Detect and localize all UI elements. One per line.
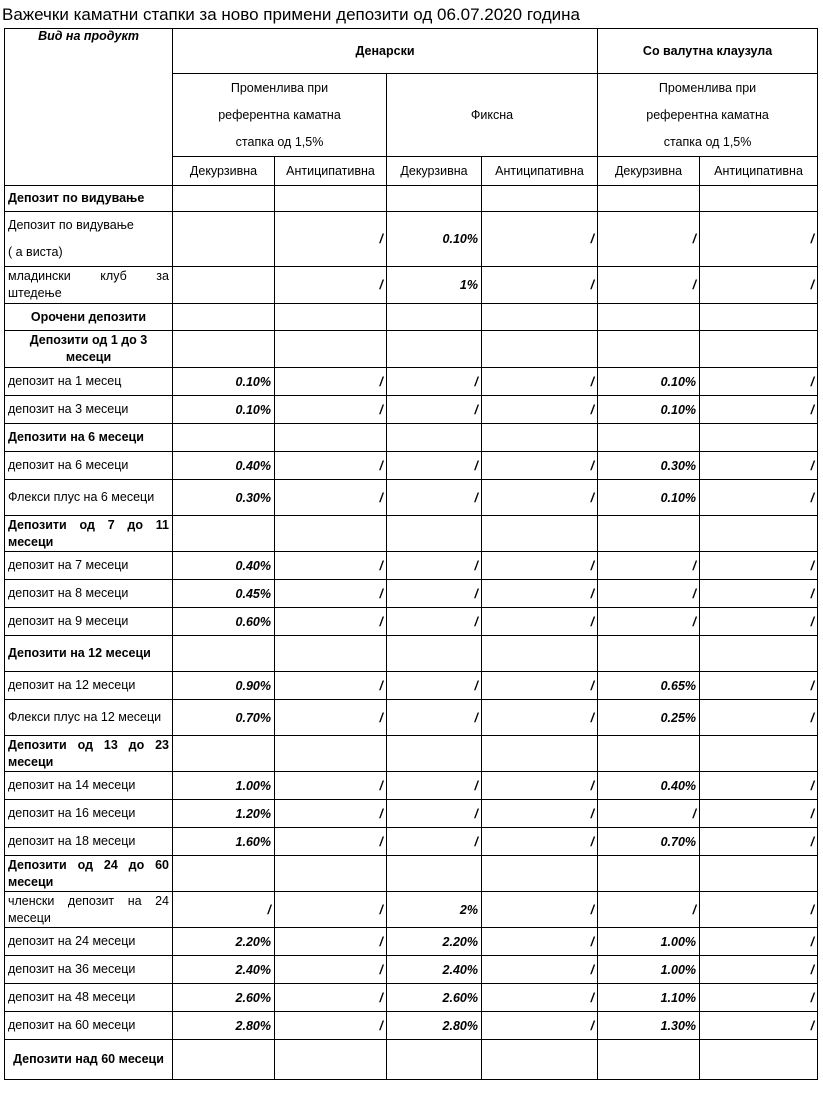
rate-cell: 0.10% (598, 480, 700, 516)
rate-cell (173, 331, 275, 368)
rate-cell: / (700, 800, 818, 828)
rate-cell (482, 186, 598, 212)
table-row (5, 672, 818, 700)
rate-cell (275, 331, 387, 368)
rate-cell: / (482, 892, 598, 928)
row-label: депозит на 7 месеци (5, 552, 173, 580)
rate-cell: / (700, 580, 818, 608)
table-row (5, 331, 818, 368)
rate-cell (482, 424, 598, 452)
rate-cell: / (275, 772, 387, 800)
rate-cell: / (700, 700, 818, 736)
row-label: Депозити над 60 месеци (5, 1040, 173, 1080)
rate-cell: / (700, 368, 818, 396)
rate-cell (387, 424, 482, 452)
rate-cell: / (700, 928, 818, 956)
table-row (5, 636, 818, 672)
row-label: Депозити од 7 до 11 месеци (5, 516, 173, 552)
rate-cell (173, 186, 275, 212)
row-label: депозит на 12 месеци (5, 672, 173, 700)
rate-cell (598, 736, 700, 772)
rate-cell: 2.80% (173, 1012, 275, 1040)
rate-cell: 1.20% (173, 800, 275, 828)
fx-clause-header: Со валутна клаузула (598, 29, 818, 74)
rate-cell: 2% (387, 892, 482, 928)
rate-cell: 2.40% (387, 956, 482, 984)
interest-rates-table (4, 28, 818, 1080)
rate-cell: / (275, 580, 387, 608)
rate-cell: 0.25% (598, 700, 700, 736)
row-label: депозит на 6 месеци (5, 452, 173, 480)
table-row (5, 956, 818, 984)
table-row (5, 928, 818, 956)
row-label: Флекси плус на 6 месеци (5, 480, 173, 516)
rate-cell (700, 636, 818, 672)
rate-cell (387, 856, 482, 892)
row-label: Депозит по видување ( а виста) (5, 212, 173, 267)
rate-cell: 0.40% (173, 452, 275, 480)
rate-cell: / (482, 956, 598, 984)
rate-cell (275, 304, 387, 331)
rate-cell (482, 1040, 598, 1080)
rate-cell: / (387, 828, 482, 856)
rate-cell: 0.30% (173, 480, 275, 516)
table-row (5, 580, 818, 608)
rate-cell (598, 636, 700, 672)
table-body (5, 186, 818, 1080)
table-row (5, 516, 818, 552)
table-row (5, 736, 818, 772)
rate-cell: / (387, 700, 482, 736)
row-label: Флекси плус на 12 месеци (5, 700, 173, 736)
rate-cell: / (275, 552, 387, 580)
row-label: депозит на 60 месеци (5, 1012, 173, 1040)
rate-cell (700, 186, 818, 212)
rate-cell (275, 1040, 387, 1080)
rate-cell: / (173, 892, 275, 928)
rate-cell: / (700, 480, 818, 516)
rate-cell (173, 424, 275, 452)
rate-cell: / (482, 580, 598, 608)
row-label: младински клуб за штедење (5, 267, 173, 304)
rate-cell: / (700, 892, 818, 928)
table-row (5, 552, 818, 580)
rate-cell: / (598, 608, 700, 636)
rate-cell: 0.70% (173, 700, 275, 736)
rate-cell: 0.30% (598, 452, 700, 480)
table-row (5, 828, 818, 856)
rate-cell (173, 736, 275, 772)
rate-cell (173, 516, 275, 552)
rate-cell (598, 516, 700, 552)
rate-cell (598, 424, 700, 452)
variable-rate-header (173, 74, 387, 157)
rate-cell: 1.60% (173, 828, 275, 856)
table-row (5, 212, 818, 267)
table-row (5, 267, 818, 304)
rate-cell: / (275, 984, 387, 1012)
rate-cell: / (482, 772, 598, 800)
rate-cell: / (700, 552, 818, 580)
rate-cell (275, 424, 387, 452)
rate-cell (482, 304, 598, 331)
rate-cell: 1.00% (598, 956, 700, 984)
rate-cell: / (700, 772, 818, 800)
row-label: Депозити од 24 до 60 месеци (5, 856, 173, 892)
rate-cell: 1.00% (173, 772, 275, 800)
row-label: депозит на 1 месец (5, 368, 173, 396)
table-row (5, 396, 818, 424)
rate-cell: / (482, 608, 598, 636)
rate-cell: 2.60% (173, 984, 275, 1012)
table-row (5, 452, 818, 480)
rate-cell: / (275, 396, 387, 424)
fx-variable-rate-line: референтна каматна (646, 107, 769, 122)
column-header-decursive: Декурзивна (598, 157, 700, 186)
rate-cell: / (387, 772, 482, 800)
row-label: Орочени депозити (5, 304, 173, 331)
variable-rate-line: стапка од 1,5% (235, 134, 324, 149)
rate-cell (598, 856, 700, 892)
row-label: депозит на 18 месеци (5, 828, 173, 856)
rate-cell (387, 516, 482, 552)
rate-cell: 2.20% (173, 928, 275, 956)
rate-cell: / (700, 1012, 818, 1040)
rate-cell: 0.70% (598, 828, 700, 856)
rate-cell (700, 304, 818, 331)
rate-cell: / (275, 212, 387, 267)
rate-cell (700, 736, 818, 772)
rate-cell: 0.10% (598, 368, 700, 396)
rate-cell (700, 331, 818, 368)
rate-cell: / (598, 552, 700, 580)
rate-cell: 1.00% (598, 928, 700, 956)
rate-cell (173, 636, 275, 672)
rate-cell: / (387, 672, 482, 700)
rate-cell (598, 331, 700, 368)
table-row (5, 892, 818, 928)
rate-cell: / (275, 608, 387, 636)
rate-cell (387, 736, 482, 772)
table-row (5, 1040, 818, 1080)
rate-cell: / (387, 368, 482, 396)
rate-cell: / (700, 396, 818, 424)
rate-cell: / (387, 452, 482, 480)
row-label: Депозити на 6 месеци (5, 424, 173, 452)
row-label: Депозити од 1 до 3 месеци (5, 331, 173, 368)
rate-cell: 0.60% (173, 608, 275, 636)
rate-cell: 0.90% (173, 672, 275, 700)
rate-cell (700, 424, 818, 452)
row-label: Депозит по видување (5, 186, 173, 212)
row-label: членски депозит на 24 месеци (5, 892, 173, 928)
column-header-anticipative: Антиципативна (275, 157, 387, 186)
rate-cell: / (482, 984, 598, 1012)
row-label: депозит на 24 месеци (5, 928, 173, 956)
rate-cell (700, 1040, 818, 1080)
rate-cell (482, 856, 598, 892)
rate-cell: / (482, 452, 598, 480)
rate-cell: / (700, 608, 818, 636)
product-type-header: Вид на продукт (5, 29, 173, 186)
rate-cell (275, 736, 387, 772)
rate-cell: 2.60% (387, 984, 482, 1012)
rate-cell (482, 736, 598, 772)
rate-cell: 0.10% (173, 368, 275, 396)
row-label: депозит на 9 месеци (5, 608, 173, 636)
rate-cell: 0.45% (173, 580, 275, 608)
rate-cell: / (700, 956, 818, 984)
rate-cell: / (482, 828, 598, 856)
variable-rate-line: референтна каматна (218, 107, 341, 122)
rate-cell: / (387, 580, 482, 608)
rate-cell: / (482, 672, 598, 700)
rate-cell (173, 212, 275, 267)
rate-cell: / (482, 700, 598, 736)
rate-cell (173, 856, 275, 892)
rate-cell: / (700, 212, 818, 267)
rate-cell (173, 1040, 275, 1080)
rate-cell: / (387, 396, 482, 424)
rate-cell (598, 304, 700, 331)
rate-cell (387, 1040, 482, 1080)
table-row (5, 186, 818, 212)
rate-cell: / (387, 608, 482, 636)
rate-cell: 1% (387, 267, 482, 304)
rate-cell (482, 331, 598, 368)
fx-variable-rate-line: стапка од 1,5% (663, 134, 752, 149)
rate-cell: 0.40% (173, 552, 275, 580)
rate-cell: / (598, 892, 700, 928)
rate-cell: / (598, 800, 700, 828)
rate-cell: / (275, 1012, 387, 1040)
row-label: депозит на 3 месеци (5, 396, 173, 424)
rate-cell (598, 1040, 700, 1080)
rate-cell (387, 636, 482, 672)
table-row (5, 480, 818, 516)
rate-cell (275, 636, 387, 672)
table-row (5, 700, 818, 736)
rate-cell: / (275, 956, 387, 984)
rate-cell (275, 186, 387, 212)
column-header-decursive: Декурзивна (387, 157, 482, 186)
rate-cell: 0.10% (598, 396, 700, 424)
rate-cell: / (482, 267, 598, 304)
rate-cell (173, 304, 275, 331)
rate-cell: / (598, 580, 700, 608)
rate-cell: / (482, 212, 598, 267)
fx-variable-rate-header (598, 74, 818, 157)
rate-cell (387, 186, 482, 212)
rate-cell (173, 267, 275, 304)
rate-cell: 2.40% (173, 956, 275, 984)
rate-cell: / (482, 368, 598, 396)
rate-cell: / (275, 368, 387, 396)
column-header-anticipative: Антиципативна (700, 157, 818, 186)
rate-cell: 0.40% (598, 772, 700, 800)
rate-cell: 0.65% (598, 672, 700, 700)
rate-cell: 0.10% (173, 396, 275, 424)
rate-cell: 2.20% (387, 928, 482, 956)
rate-cell: / (598, 212, 700, 267)
rate-cell: / (482, 552, 598, 580)
rate-cell (700, 516, 818, 552)
rate-cell: / (482, 1012, 598, 1040)
row-label: депозит на 48 месеци (5, 984, 173, 1012)
rate-cell: 1.30% (598, 1012, 700, 1040)
rate-cell: / (700, 452, 818, 480)
rate-cell: / (275, 928, 387, 956)
table-row (5, 772, 818, 800)
row-label: депозит на 8 месеци (5, 580, 173, 608)
table-row (5, 424, 818, 452)
rate-cell (387, 304, 482, 331)
rate-cell: / (275, 700, 387, 736)
rate-cell: / (700, 267, 818, 304)
rate-cell: / (482, 396, 598, 424)
column-header-anticipative: Антиципативна (482, 157, 598, 186)
rate-cell: 0.10% (387, 212, 482, 267)
rate-cell: / (700, 828, 818, 856)
rate-cell: / (387, 480, 482, 516)
row-label: депозит на 16 месеци (5, 800, 173, 828)
rate-cell (482, 636, 598, 672)
row-label: Депозити од 13 до 23 месеци (5, 736, 173, 772)
rate-cell: / (275, 800, 387, 828)
rate-cell: 1.10% (598, 984, 700, 1012)
table-row (5, 368, 818, 396)
rate-cell: / (598, 267, 700, 304)
rate-cell (275, 856, 387, 892)
rate-cell (482, 516, 598, 552)
table-header (5, 29, 818, 186)
rate-cell: / (482, 800, 598, 828)
rate-cell (275, 516, 387, 552)
row-label: депозит на 36 месеци (5, 956, 173, 984)
table-row (5, 608, 818, 636)
table-row (5, 800, 818, 828)
rate-cell: / (700, 984, 818, 1012)
rate-cell: / (387, 552, 482, 580)
rate-cell (387, 331, 482, 368)
table-row (5, 984, 818, 1012)
rate-cell: / (387, 800, 482, 828)
row-label: Депозити на 12 месеци (5, 636, 173, 672)
rate-cell: / (275, 267, 387, 304)
rate-cell: / (700, 672, 818, 700)
rate-cell: / (275, 480, 387, 516)
rate-cell (700, 856, 818, 892)
denar-header: Денарски (173, 29, 598, 74)
column-header-decursive: Декурзивна (173, 157, 275, 186)
rate-cell: / (482, 480, 598, 516)
rate-cell (598, 186, 700, 212)
rate-cell: / (482, 928, 598, 956)
fixed-rate-header: Фиксна (387, 74, 598, 157)
table-row (5, 856, 818, 892)
rate-cell: / (275, 892, 387, 928)
fx-variable-rate-line: Променлива при (658, 80, 757, 95)
page-title: Важечки каматни стапки за ново примени депозити од 06.07.2020 година (2, 5, 580, 24)
rate-cell: 2.80% (387, 1012, 482, 1040)
variable-rate-line: Променлива при (230, 80, 329, 95)
rate-cell: / (275, 828, 387, 856)
table-row (5, 304, 818, 331)
row-label: депозит на 14 месеци (5, 772, 173, 800)
table-row (5, 1012, 818, 1040)
rate-cell: / (275, 672, 387, 700)
rate-cell: / (275, 452, 387, 480)
